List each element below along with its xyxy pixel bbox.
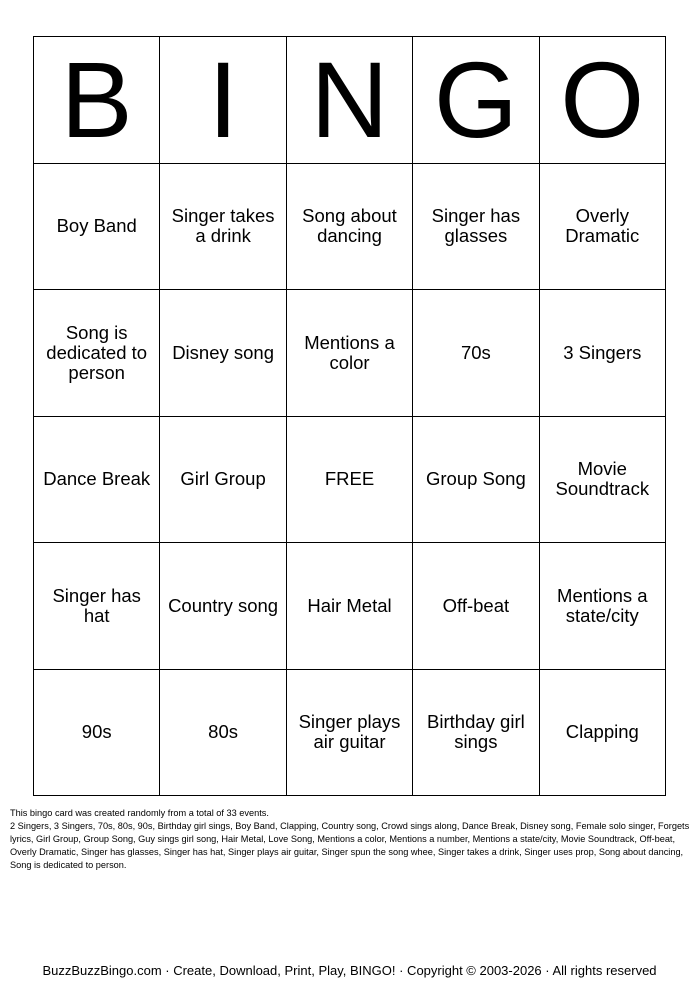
bingo-cell: Clapping	[540, 670, 666, 797]
bingo-cell: Singer takes a drink	[160, 164, 286, 291]
page-footer: BuzzBuzzBingo.com · Create, Download, Print, Play, BINGO! · Copyright © 2003-2026 · All rights reserved	[42, 963, 657, 978]
bingo-cell: Mentions a state/city	[540, 543, 666, 670]
bingo-card	[33, 36, 666, 796]
bingo-cell: Disney song	[160, 290, 286, 417]
footnote-intro: This bingo card was created randomly from a total of 33 events.	[10, 808, 269, 818]
bingo-cell: Song about dancing	[287, 164, 413, 291]
header-letter-n: N	[287, 37, 413, 164]
bingo-cell: Girl Group	[160, 417, 286, 544]
header-letter-g: G	[413, 37, 539, 164]
card-footnote	[10, 807, 692, 872]
bingo-cell: Movie Soundtrack	[540, 417, 666, 544]
header-letter-o: O	[540, 37, 666, 164]
bingo-cell: 70s	[413, 290, 539, 417]
bingo-cell: Overly Dramatic	[540, 164, 666, 291]
footnote-event-list: 2 Singers, 3 Singers, 70s, 80s, 90s, Birthday girl sings, Boy Band, Clapping, Country song, Crowd sings along, Dance Break, Disney song, Female solo singer, Forgets lyrics, Girl Group, Group Song, Guy sings girl song, Hair Metal, Love Song, Mentions a color, Mentions a number, Mentions a state/city, Movie Soundtrack, Off-beat, Overly Dramatic, Singer has glasses, Singer has hat, Singer plays air guitar, Singer spun the song whee, Singer takes a drink, Singer uses prop, Song about dancing, Song is dedicated to person.	[10, 821, 690, 870]
bingo-cell: Country song	[160, 543, 286, 670]
bingo-cell: Hair Metal	[287, 543, 413, 670]
bingo-cell: Singer plays air guitar	[287, 670, 413, 797]
bingo-cell: Off-beat	[413, 543, 539, 670]
bingo-cell: 90s	[34, 670, 160, 797]
bingo-cell: 80s	[160, 670, 286, 797]
header-letter-b: B	[34, 37, 160, 164]
bingo-cell: Birthday girl sings	[413, 670, 539, 797]
bingo-cell: Boy Band	[34, 164, 160, 291]
bingo-cell: Singer has glasses	[413, 164, 539, 291]
bingo-cell: Song is dedicated to person	[34, 290, 160, 417]
bingo-cell: Group Song	[413, 417, 539, 544]
bingo-cell: Singer has hat	[34, 543, 160, 670]
bingo-cell: Dance Break	[34, 417, 160, 544]
bingo-cell: Mentions a color	[287, 290, 413, 417]
bingo-cell: 3 Singers	[540, 290, 666, 417]
free-space-cell: FREE	[287, 417, 413, 544]
header-letter-i: I	[160, 37, 286, 164]
